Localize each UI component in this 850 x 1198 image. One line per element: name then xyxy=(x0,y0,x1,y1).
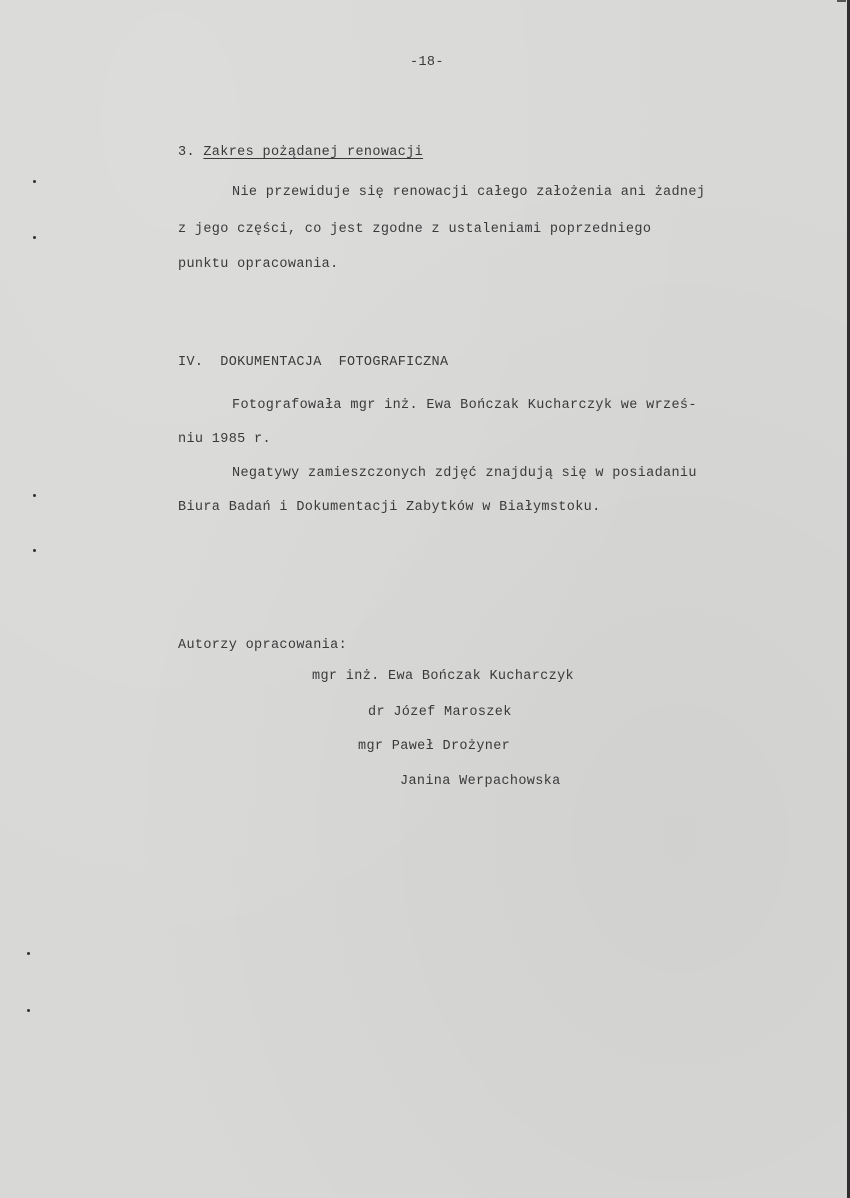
margin-speck xyxy=(33,180,36,183)
margin-speck xyxy=(33,236,36,239)
author-name: mgr Paweł Drożyner xyxy=(358,739,511,754)
author-name: dr Józef Maroszek xyxy=(368,705,512,720)
scan-mark xyxy=(837,0,846,2)
margin-speck xyxy=(33,494,36,497)
section-4-paragraph-line: Fotografowała mgr inż. Ewa Bończak Kucharczyk we wrześ- xyxy=(232,398,697,413)
margin-speck xyxy=(27,952,30,955)
section-3-title: Zakres pożądanej renowacji xyxy=(203,145,424,160)
section-3-number: 3. xyxy=(178,145,195,160)
section-4-paragraph-line: Biura Badań i Dokumentacji Zabytków w Białymstoku. xyxy=(178,500,601,515)
section-3-paragraph-line: Nie przewiduje się renowacji całego założenia ani żadnej xyxy=(232,185,706,200)
author-name: mgr inż. Ewa Bończak Kucharczyk xyxy=(312,669,574,684)
page-number: -18- xyxy=(410,55,444,70)
margin-speck xyxy=(27,1009,30,1012)
margin-speck xyxy=(33,549,36,552)
section-4-heading: IV. DOKUMENTACJA FOTOGRAFICZNA xyxy=(178,355,449,370)
section-3-heading xyxy=(178,144,423,162)
section-3-paragraph-line: z jego części, co jest zgodne z ustaleniami poprzedniego xyxy=(178,222,652,237)
section-3-paragraph-line: punktu opracowania. xyxy=(178,257,339,272)
author-name: Janina Werpachowska xyxy=(400,774,561,789)
authors-label: Autorzy opracowania: xyxy=(178,638,348,653)
section-4-paragraph-line: niu 1985 r. xyxy=(178,432,271,447)
section-4-paragraph-line: Negatywy zamieszczonych zdjęć znajdują się w posiadaniu xyxy=(232,466,697,481)
